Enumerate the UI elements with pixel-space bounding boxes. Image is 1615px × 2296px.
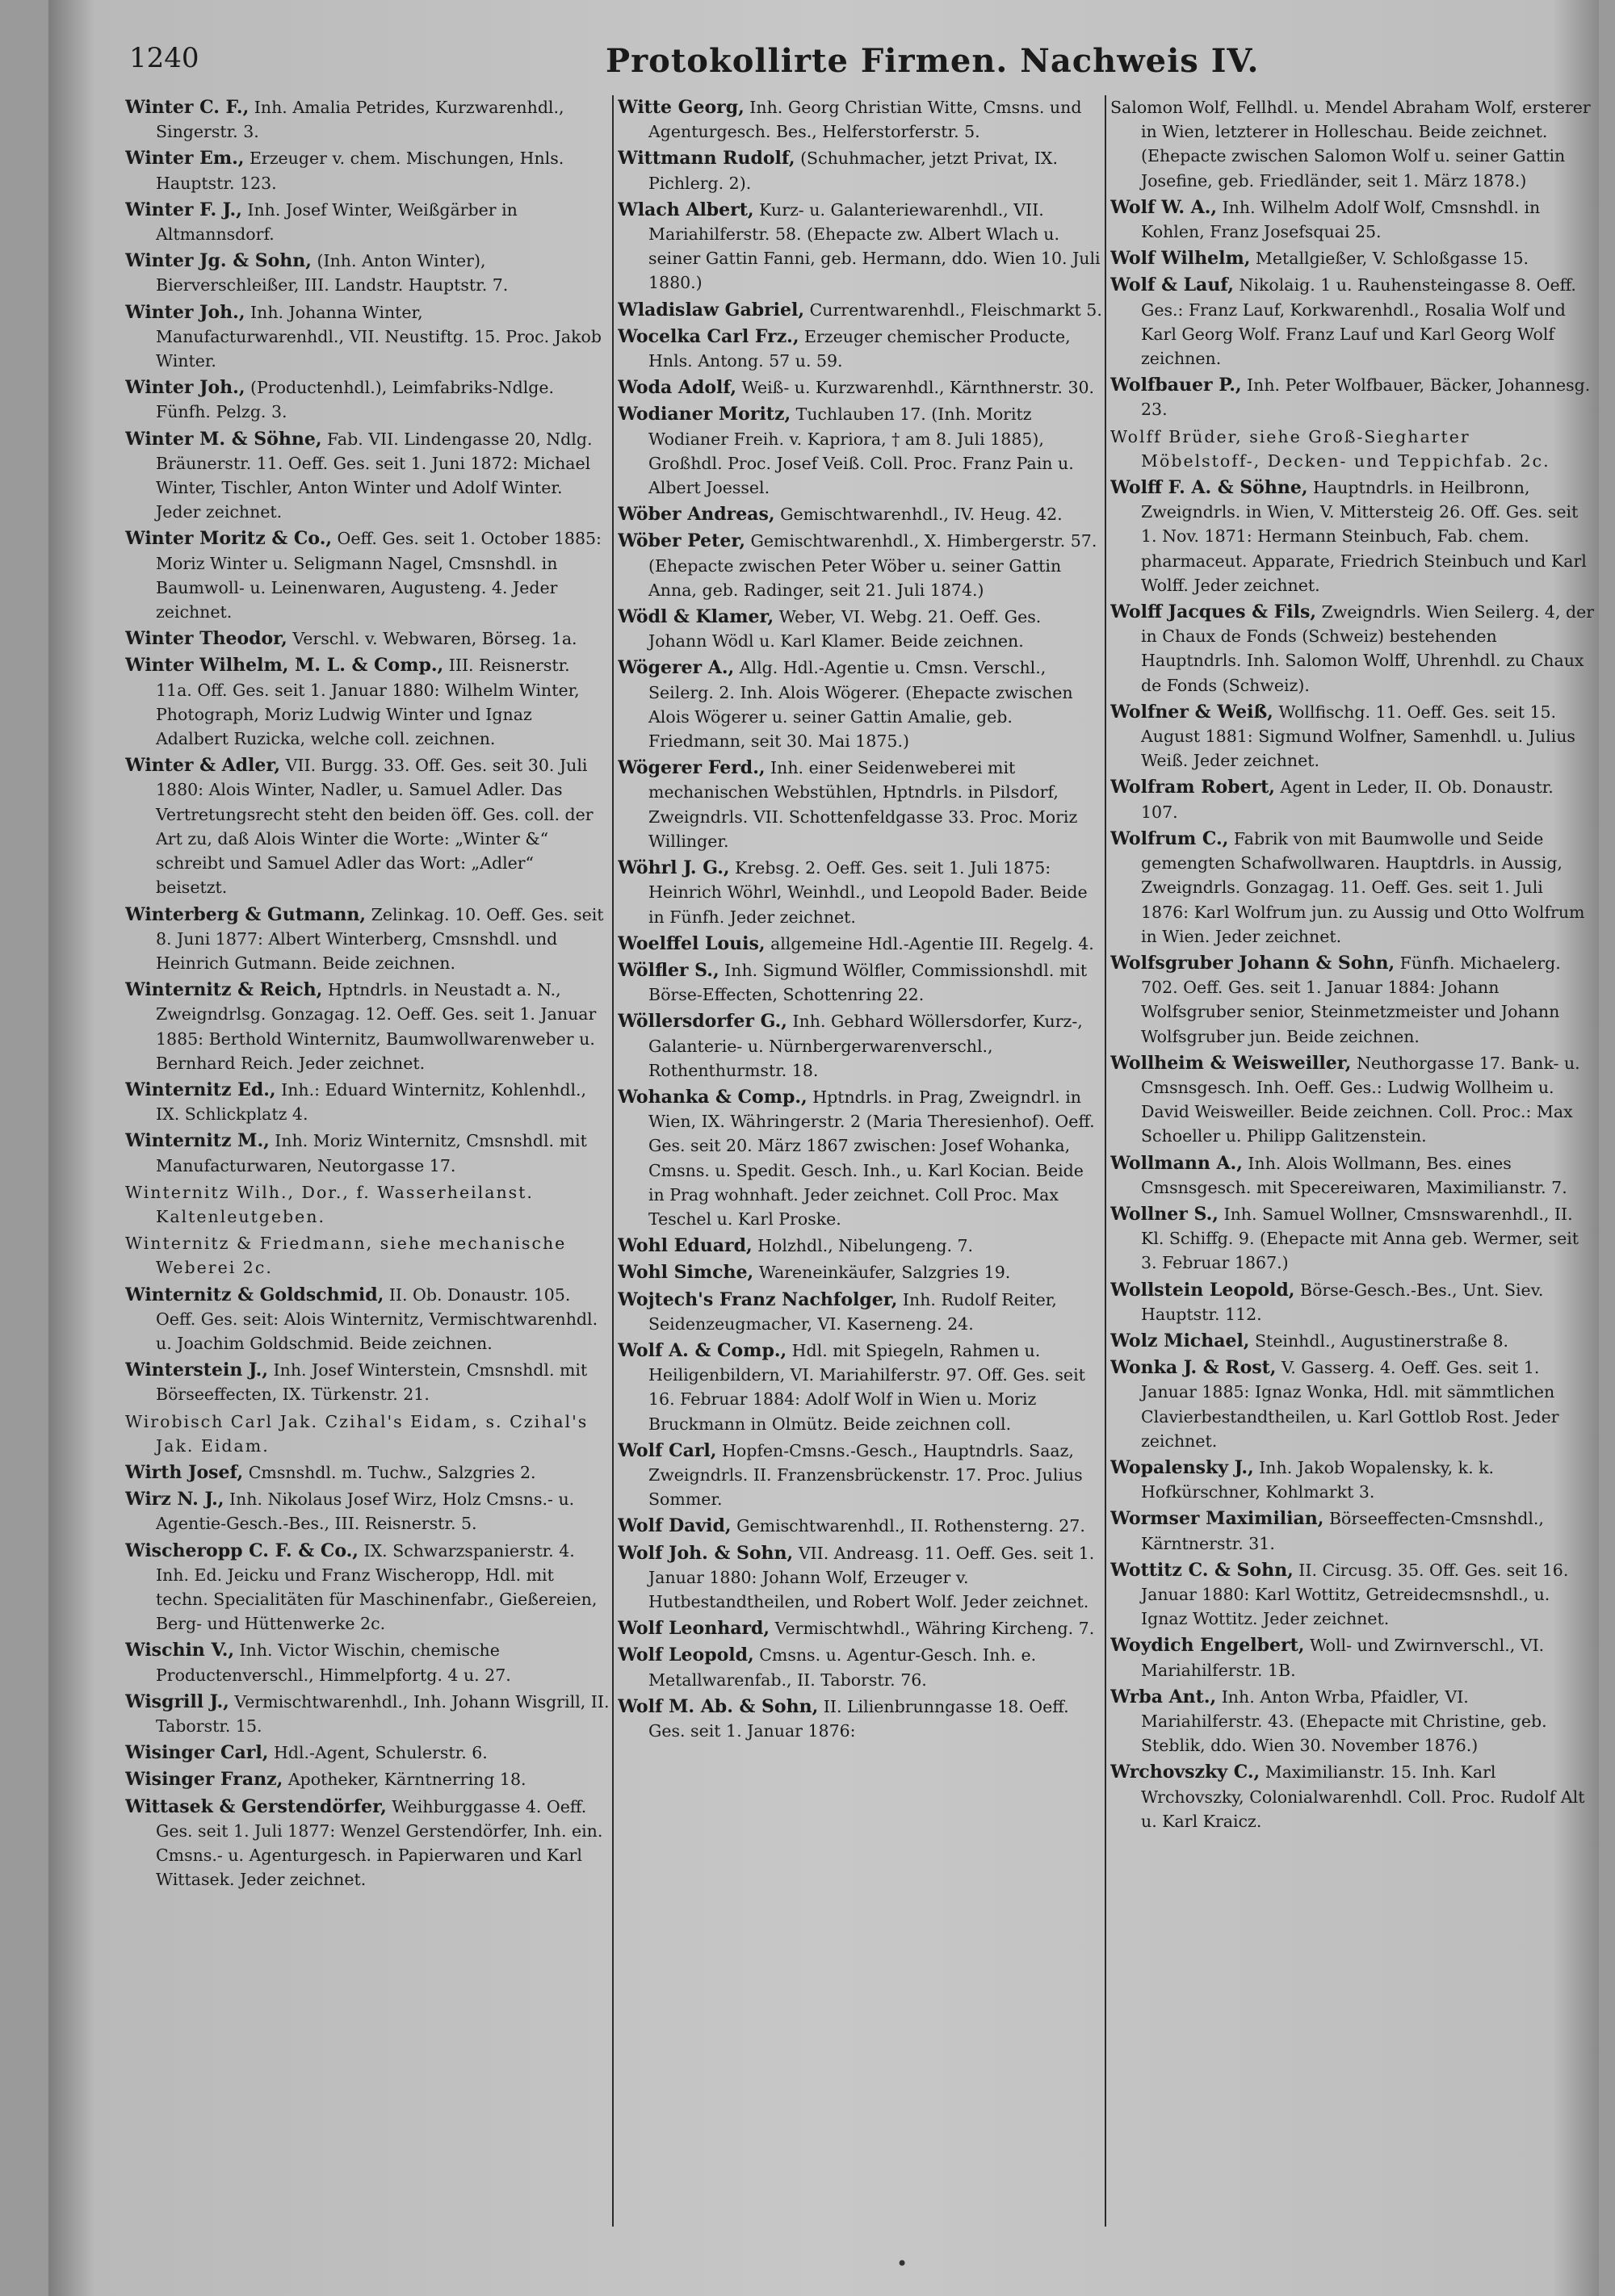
page-number: 1240 [129, 42, 199, 74]
directory-entry [618, 756, 1102, 853]
firm-name: Wolff Brüder, [1110, 426, 1243, 446]
directory-entry [618, 502, 1102, 526]
directory-entry [618, 932, 1102, 956]
firm-details: Hdl. mit Spiegeln, Rahmen u. Heiligenbildern, VI. Mariahilferstr. 97. Off. Ges. seit 16. Februar 1884: Adolf Wolf in Wien u. Moriz Bruckmann in Olmütz. Beide zeichnen coll. [648, 1340, 1085, 1434]
footer-mark: • [896, 2252, 908, 2275]
firm-name: Wögerer Ferd., [618, 757, 766, 779]
firm-name: Wopalensky J., [1110, 1456, 1254, 1478]
directory-entry [1110, 951, 1595, 1049]
directory-entry [125, 95, 610, 144]
firm-name: Wrba Ant., [1110, 1686, 1217, 1707]
directory-entry [618, 402, 1102, 500]
firm-name: Wöllersdorfer G., [618, 1011, 787, 1033]
firm-name: Winterstein J., [125, 1360, 268, 1381]
directory-entry [125, 1129, 610, 1177]
firm-details: Agent in Leder, II. Ob. Donaustr. 107. [1141, 777, 1554, 822]
firm-details: II. Ob. Donaustr. 105. Oeff. Ges. seit: Alois Winternitz, Vermischtwarenhdl. u. Joachim Goldschmid. Beide zeichnen. [156, 1284, 598, 1353]
directory-entry [1110, 1202, 1595, 1276]
firm-details: Hptndrls. in Prag, Zweigndrl. in Wien, IX. Währingerstr. 2 (Maria Theresienhof). Oeff. Ges. seit 20. März 1867 zwischen: Josef Wohanka, Cmsns. u. Spedit. Gesch. Inh., u. Karl Kocian. Beide in Prag wohnhaft. Jeder zeichnet. Coll Proc. Max Teschel u. Karl Proske. [648, 1087, 1095, 1229]
directory-entry [618, 856, 1102, 929]
directory-entry [618, 1616, 1102, 1640]
firm-details: Inh. Josef Winterstein, Cmsnshdl. mit Börseeffecten, IX. Türkenstr. 21. [156, 1360, 588, 1405]
directory-entry [125, 626, 610, 651]
directory-entry [1110, 1329, 1595, 1353]
firm-name: Wöber Peter, [618, 530, 745, 552]
directory-entry [125, 146, 610, 195]
directory-entry [1110, 1633, 1595, 1682]
firm-details: Hptndrls. in Neustadt a. N., Zweigndrlsg. Gonzagag. 12. Oeff. Ges. seit 1. Januar 1885: Berthold Winternitz, Baumwollwarenweber u. Bernhard Reich. Jeder zeichnet. [156, 980, 597, 1073]
firm-name: Wirth Josef, [125, 1461, 244, 1483]
firm-name: Wormser Maximilian, [1110, 1508, 1324, 1530]
firm-name: Wolz Michael, [1110, 1330, 1250, 1351]
firm-name: Winter C. F., [125, 97, 250, 118]
firm-details: Inh. Jakob Wopalensky, k. k. Hofkürschner, Kohlmarkt 3. [1141, 1457, 1495, 1502]
firm-details: Holzhdl., Nibelungeng. 7. [757, 1236, 974, 1256]
firm-name: Wolf Leopold, [618, 1644, 754, 1666]
directory-entry [125, 1358, 610, 1406]
firm-name: Wonka J. & Rost, [1110, 1357, 1277, 1379]
directory-entry [1110, 827, 1595, 949]
firm-details: Hopfen-Cmsns.-Gesch., Hauptndrls. Saaz, Zweigndrls. II. Franzensbrückenstr. 17. Proc. Julius Sommer. [648, 1440, 1083, 1510]
running-title: Protokollirte Firmen. Nachweis IV. [606, 42, 1260, 80]
firm-details: Inh. Alois Wollmann, Bes. eines Cmsnsgesch. mit Specereiwaren, Maximilianstr. 7. [1141, 1153, 1567, 1197]
directory-entry [125, 526, 610, 624]
firm-name: Wolf M. Ab. & Sohn, [618, 1695, 819, 1717]
firm-details: Wollfischg. 11. Oeff. Ges. seit 15. August 1881: Sigmund Wolfner, Samenhdl. u. Julius Weiß. Jeder zeichnet. [1141, 702, 1575, 771]
directory-entry [125, 1283, 610, 1356]
firm-details: Vermischtwarenhdl., Inh. Johann Wisgrill, II. Taborstr. 15. [156, 1691, 610, 1736]
firm-name: Wlach Albert, [618, 199, 754, 220]
firm-details: Salomon Wolf, Fellhdl. u. Mendel Abraham Wolf, ersterer in Wien, letzterer in Holleschau. Beide zeichnet. (Ehepacte zwischen Salomon Wolf u. seiner Gattin Josefine, geb. Friedländer, seit 1. März 1878.) [1110, 98, 1591, 191]
firm-name: Woydich Engelbert, [1110, 1635, 1305, 1657]
firm-name: Wisinger Carl, [125, 1742, 269, 1764]
firm-name: Wojtech's Franz Nachfolger, [618, 1288, 898, 1310]
firm-name: Wohl Simche, [618, 1262, 754, 1284]
directory-entry [125, 300, 610, 374]
firm-name: Winter Joh., [125, 301, 245, 323]
firm-details: (Productenhdl.), Leimfabriks-Ndlge. Fünfh. Pelzg. 3. [156, 378, 555, 422]
firm-details: Cmsnshdl. m. Tuchw., Salzgries 2. [248, 1462, 536, 1482]
directory-entry [1110, 1685, 1595, 1758]
firm-details: II. Lilienbrunngasse 18. Oeff. Ges. seit 1. Januar 1876: [648, 1696, 1069, 1741]
firm-name: Wölfler S., [618, 959, 719, 981]
directory-entry [618, 375, 1102, 400]
firm-details: siehe Groß-Siegharter Möbelstoff-, Decken- und Teppichfab. 2c. [1141, 426, 1550, 471]
firm-name: Wittasek & Gerstendörfer, [125, 1795, 387, 1817]
firm-details: Weber, VI. Webg. 21. Oeff. Ges. Johann Wödl u. Karl Klamer. Beide zeichnen. [648, 607, 1042, 652]
firm-name: Winter F. J., [125, 199, 242, 220]
directory-entry [125, 249, 610, 297]
firm-name: Wrchovszky C., [1110, 1762, 1261, 1783]
column-divider [1105, 95, 1106, 2227]
firm-name: Wolf Wilhelm, [1110, 248, 1251, 270]
directory-entry [1110, 1278, 1595, 1326]
firm-details: Börse-Gesch.-Bes., Unt. Siev. Hauptstr. 112. [1141, 1280, 1544, 1324]
directory-entry [1110, 1355, 1595, 1453]
firm-details: Inh. Georg Christian Witte, Cmsns. und Agenturgesch. Bes., Helferstorferstr. 5. [648, 98, 1082, 142]
firm-details: Inh. Samuel Wollner, Cmsnswarenhdl., II. Kl. Schiffg. 9. (Ehepacte mit Anna geb. Wermer, seit 3. Februar 1867.) [1141, 1204, 1579, 1273]
directory-entry [125, 1795, 610, 1892]
firm-details: Fünfh. Michaelerg. 702. Oeff. Ges. seit 1. Januar 1884: Johann Wolfsgruber senior, Steinmetzmeister und Johann Wolfsgruber jun. Beide zeichnen. [1141, 953, 1561, 1046]
directory-entry [1110, 1051, 1595, 1149]
directory-entry [618, 1643, 1102, 1691]
column-3 [1110, 95, 1595, 2243]
firm-name: Wolff Jacques & Fils, [1110, 601, 1317, 623]
directory-entry [1110, 373, 1595, 421]
directory-entry [1110, 1558, 1595, 1632]
directory-entry [1110, 273, 1595, 371]
firm-details: Inh. Josef Winter, Weißgärber in Altmannsdorf. [156, 199, 518, 245]
firm-details: Maximilianstr. 15. Inh. Karl Wrchovszky, Colonialwarenhdl. Coll. Proc. Rudolf Alt u. Karl Kraicz. [1141, 1762, 1585, 1831]
firm-name: Winter M. & Söhne, [125, 428, 322, 450]
firm-name: Wolf Leonhard, [618, 1618, 770, 1640]
firm-details: Kurz- u. Galanteriewarenhdl., VII. Mariahilferstr. 58. (Ehepacte zw. Albert Wlach u. seiner Gattin Fanni, geb. Hermann, ddo. Wien 10. Juli 1880.) [648, 199, 1101, 293]
firm-details: Inh. Moriz Winternitz, Cmsnshdl. mit Manufacturwaren, Neutorgasse 17. [156, 1131, 587, 1175]
firm-name: Wolf A. & Comp., [618, 1339, 787, 1361]
firm-name: Wollner S., [1110, 1203, 1219, 1225]
directory-entry [125, 1487, 610, 1536]
directory-entry [125, 1410, 610, 1458]
firm-name: Wittmann Rudolf, [618, 148, 795, 170]
directory-entry [618, 325, 1102, 373]
firm-details: Tuchlauben 17. (Inh. Moritz Wodianer Freih. v. Kapriora, † am 8. Juli 1885), Großhdl. Proc. Josef Veiß. Coll. Proc. Franz Pain u. Albert Joessel. [648, 404, 1074, 498]
directory-entry [618, 1339, 1102, 1436]
directory-entry [618, 1260, 1102, 1284]
firm-name: Wöhrl J. G., [618, 857, 730, 879]
firm-name: Wödl & Klamer, [618, 606, 774, 628]
firm-name: Winternitz & Reich, [125, 979, 323, 1001]
directory-entry [125, 1460, 610, 1485]
firm-details: Inh. Victor Wischin, chemische Productenverschl., Himmelpfortg. 4 u. 27. [156, 1640, 511, 1685]
firm-details: Börseeffecten-Cmsnshdl., Kärntnerstr. 31. [1141, 1509, 1544, 1553]
firm-details: Zelinkag. 10. Oeff. Ges. seit 8. Juni 1877: Albert Winterberg, Cmsnshdl. und Heinrich Gutmann. Beide zeichnen. [156, 904, 604, 973]
firm-details: Gemischtwarenhdl., IV. Heug. 42. [780, 505, 1063, 525]
directory-entry [618, 1009, 1102, 1083]
firm-name: Woda Adolf, [618, 377, 737, 399]
firm-name: Winternitz Wilh., Dor., [125, 1182, 350, 1202]
firm-name: Wollstein Leopold, [1110, 1279, 1295, 1301]
firm-details: Verschl. v. Webwaren, Börseg. 1a. [292, 629, 577, 649]
firm-details: f. Wasserheilanst. Kaltenleutgeben. [156, 1182, 534, 1226]
firm-details: Neuthorgasse 17. Bank- u. Cmsnsgesch. Inh. Oeff. Ges.: Ludwig Wollheim u. David Weisweiller. Beide zeichnen. Coll. Proc.: Max Schoeller u. Philipp Galitzenstein. [1141, 1053, 1580, 1146]
firm-name: Winternitz Ed., [125, 1079, 276, 1100]
firm-name: Winterberg & Gutmann, [125, 903, 367, 925]
directory-entry [125, 978, 610, 1075]
firm-details: Weihburggasse 4. Oeff. Ges. seit 1. Juli 1877: Wenzel Gerstendörfer, Inh. ein. Cmsns.- u. Agenturgesch. in Papierwaren und Karl Wittasek. Jeder zeichnet. [156, 1796, 603, 1890]
firm-details: Oeff. Ges. seit 1. October 1885: Moriz Winter u. Seligmann Nagel, Cmsnshdl. in Baumwoll- u. Leinenwaren, Augusteng. 4. Jeder zeichnet. [156, 529, 602, 622]
firm-name: Wolfrum C., [1110, 827, 1229, 849]
firm-details: Inh. Nikolaus Josef Wirz, Holz Cmsns.- u. Agentie-Gesch.-Bes., III. Reisnerstr. 5. [156, 1489, 575, 1534]
firm-name: Wohl Eduard, [618, 1235, 753, 1257]
directory-entry [618, 146, 1102, 195]
directory-entry [1110, 1506, 1595, 1555]
firm-details: Inh. Wilhelm Adolf Wolf, Cmsnshdl. in Kohlen, Franz Josefsquai 25. [1141, 197, 1541, 242]
firm-details: Steinhdl., Augustinerstraße 8. [1255, 1330, 1509, 1351]
directory-entry [1110, 1456, 1595, 1504]
directory-entry [125, 198, 610, 246]
firm-name: Wladislaw Gabriel, [618, 299, 805, 321]
directory-entry [125, 1767, 610, 1791]
firm-details: (Inh. Anton Winter), Bierverschleißer, III. Landstr. Hauptstr. 7. [156, 251, 509, 295]
directory-entry [618, 605, 1102, 653]
firm-details: Inh. Sigmund Wölfler, Commissionshdl. mit Börse-Effecten, Schottenring 22. [648, 960, 1088, 1005]
firm-name: Winter Wilhelm, M. L. & Comp., [125, 655, 444, 677]
directory-entry [618, 1288, 1102, 1336]
firm-name: Winter Theodor, [125, 628, 287, 650]
firm-details: Inh. Gebhard Wöllersdorfer, Kurz-, Galanterie- u. Nürnbergerwarenverschl., Rothenthurmstr. 18. [648, 1012, 1083, 1080]
firm-name: Winter Em., [125, 148, 245, 170]
directory-entry [125, 653, 610, 751]
firm-details: (Schuhmacher, jetzt Privat, IX. Pichlerg. 2). [648, 149, 1058, 193]
firm-details: V. Gasserg. 4. Oeff. Ges. seit 1. Januar 1885: Ignaz Wonka, Hdl. mit sämmtlichen Clavierbestandtheilen, u. Karl Gottlob Rost. Jeder zeichnet. [1141, 1358, 1559, 1451]
directory-entry [125, 903, 610, 976]
directory-entry [1110, 1151, 1595, 1200]
firm-details: Zweigndrls. Wien Seilerg. 4, der in Chaux de Fonds (Schweiz) bestehenden Hauptndrls. Inh. Salomon Wolff, Uhrenhdl. zu Chaux de Fonds (Schweiz). [1141, 602, 1595, 695]
firm-name: Wisinger Franz, [125, 1769, 283, 1791]
directory-entry [618, 1085, 1102, 1231]
directory-columns [125, 95, 1611, 2243]
firm-name: Winternitz M., [125, 1130, 270, 1152]
firm-details: II. Circusg. 35. Off. Ges. seit 16. Januar 1880: Karl Wottitz, Getreidecmsnshdl., u. Ignaz Wottitz. Jeder zeichnet. [1141, 1560, 1569, 1629]
firm-details: Gemischtwarenhdl., II. Rothensterng. 27. [736, 1516, 1085, 1536]
firm-details: Inh. Rudolf Reiter, Seidenzeugmacher, VI. Kaserneng. 24. [648, 1289, 1057, 1334]
firm-name: Winter Moritz & Co., [125, 528, 333, 550]
directory-entry [1110, 476, 1595, 597]
firm-details: Hdl.-Agent, Schulerstr. 6. [273, 1743, 488, 1763]
firm-name: Woelffel Louis, [618, 932, 766, 954]
firm-details: s. Czihal's Jak. Eidam. [156, 1411, 589, 1456]
firm-details: Erzeuger chemischer Producte, Hnls. Antong. 57 u. 59. [648, 326, 1071, 371]
firm-name: Wischeropp C. F. & Co., [125, 1540, 359, 1561]
directory-entry [125, 1180, 610, 1229]
directory-entry [125, 1741, 610, 1765]
directory-entry [1110, 246, 1595, 270]
firm-details: Apotheker, Kärntnerring 18. [287, 1770, 526, 1790]
firm-name: Wisgrill J., [125, 1691, 229, 1712]
firm-name: Wirz N. J., [125, 1489, 224, 1510]
firm-name: Wottitz C. & Sohn, [1110, 1559, 1294, 1581]
firm-details: Krebsg. 2. Oeff. Ges. seit 1. Juli 1875: Heinrich Wöhrl, Weinhdl., und Leopold Bader. Beide in Fünfh. Jeder zeichnet. [648, 858, 1088, 927]
firm-name: Wolf W. A., [1110, 196, 1218, 218]
firm-name: Wischin V., [125, 1640, 235, 1661]
page-header [129, 42, 1260, 90]
firm-details: Nikolaig. 1 u. Rauhensteingasse 8. Oeff. Ges.: Franz Lauf, Korkwarenhdl., Rosalia Wolf und Karl Georg Wolf. Franz Lauf und Karl Georg Wolf zeichnen. [1141, 275, 1576, 369]
firm-name: Wolfram Robert, [1110, 777, 1275, 798]
directory-entry [618, 1541, 1102, 1615]
directory-entry [125, 1638, 610, 1686]
directory-entry [125, 1078, 610, 1126]
directory-entry [618, 1234, 1102, 1258]
firm-details: IX. Schwarzspanierstr. 4. Inh. Ed. Jeicku und Franz Wischeropp, Hdl. mit techn. Specialitäten für Maschinenfabr., Gießereien, Berg- und Hüttenwerke 2c. [156, 1540, 598, 1634]
firm-name: Wollmann A., [1110, 1152, 1243, 1174]
column-divider [612, 95, 614, 2227]
directory-entry [618, 95, 1102, 144]
directory-entry [125, 427, 610, 525]
firm-details: Allg. Hdl.-Agentie u. Cmsn. Verschl., Seilerg. 2. Inh. Alois Wögerer. (Ehepacte zwischen Alois Wögerer u. seiner Gattin Amalie, geb. Friedmann, seit 30. Mai 1875.) [648, 658, 1073, 752]
firm-details: Wareneinkäufer, Salzgries 19. [758, 1263, 1011, 1283]
firm-details: Inh. Peter Wolfbauer, Bäcker, Johannesg. 23. [1141, 375, 1591, 420]
firm-details: VII. Andreasg. 11. Oeff. Ges. seit 1. Januar 1880: Johann Wolf, Erzeuger v. Hutbestandtheilen, und Robert Wolf. Jeder zeichnet. [648, 1543, 1095, 1611]
firm-details: Inh.: Eduard Winternitz, Kohlenhdl., IX. Schlickplatz 4. [156, 1079, 587, 1125]
firm-name: Winter Jg. & Sohn, [125, 250, 312, 272]
firm-details: Inh. Johanna Winter, Manufacturwarenhdl., VII. Neustiftg. 15. Proc. Jakob Winter. [156, 302, 602, 371]
firm-details: Hauptndrls. in Heilbronn, Zweigndrls. in Wien, V. Mittersteig 26. Off. Ges. seit 1. Nov. 1871: Hermann Steinbuch, Fab. chem. pharmaceut. Apparate, Friedrich Steinbuch und Karl Wolff. Jeder zeichnet. [1141, 478, 1587, 595]
firm-name: Wocelka Carl Frz., [618, 325, 799, 347]
firm-name: Wolf Carl, [618, 1439, 717, 1461]
directory-entry [1110, 195, 1595, 244]
directory-entry [1110, 600, 1595, 698]
firm-details: siehe mechanische Weberei 2c. [156, 1234, 567, 1278]
directory-entry [125, 753, 610, 899]
directory-entry [618, 1695, 1102, 1743]
firm-name: Wollheim & Weisweiller, [1110, 1052, 1352, 1074]
firm-details: Cmsns. u. Agentur-Gesch. Inh. e. Metallwarenfab., II. Taborstr. 76. [648, 1645, 1037, 1690]
firm-details: Weiß- u. Kurzwarenhdl., Kärnthnerstr. 30. [741, 378, 1095, 398]
directory-entry [125, 1231, 610, 1280]
firm-name: Winter Joh., [125, 377, 245, 399]
firm-name: Winternitz & Goldschmid, [125, 1284, 384, 1305]
directory-entry [125, 1690, 610, 1738]
firm-details: Woll- und Zwirnverschl., VI. Mariahilferstr. 1B. [1141, 1636, 1545, 1680]
firm-details: Fab. VII. Lindengasse 20, Ndlg. Bräunerstr. 11. Oeff. Ges. seit 1. Juni 1872: Michael Winter, Tischler, Anton Winter und Adolf Winter. Jeder zeichnet. [156, 429, 593, 522]
firm-name: Wolf & Lauf, [1110, 274, 1234, 296]
firm-details: Currentwarenhdl., Fleischmarkt 5. [809, 300, 1102, 320]
firm-name: Wolf David, [618, 1515, 732, 1537]
directory-entry [618, 529, 1102, 602]
firm-name: Winternitz & Friedmann, [125, 1234, 374, 1254]
directory-entry [1110, 775, 1595, 823]
directory-entry [618, 656, 1102, 753]
column-1 [125, 95, 610, 2243]
directory-entry [125, 1539, 610, 1636]
directory-entry [1110, 95, 1595, 193]
firm-name: Wohanka & Comp., [618, 1086, 808, 1108]
firm-name: Wolfsgruber Johann & Sohn, [1110, 952, 1395, 974]
directory-entry [1110, 425, 1595, 473]
firm-name: Wolfner & Weiß, [1110, 701, 1273, 723]
directory-entry [618, 198, 1102, 295]
firm-details: allgemeine Hdl.-Agentie III. Regelg. 4. [770, 933, 1094, 953]
directory-entry [1110, 700, 1595, 773]
directory-entry [618, 1514, 1102, 1538]
firm-name: Wöber Andreas, [618, 504, 775, 526]
firm-details: Erzeuger v. chem. Mischungen, Hnls. Hauptstr. 123. [156, 149, 564, 193]
firm-name: Wolfbauer P., [1110, 375, 1242, 396]
firm-details: Inh. Anton Wrba, Pfaidler, VI. Mariahilferstr. 43. (Ehepacte mit Christine, geb. Steblik, ddo. Wien 30. November 1876.) [1141, 1686, 1547, 1756]
page [48, 0, 1599, 2296]
firm-name: Wodianer Moritz, [618, 404, 791, 425]
firm-details: Vermischtwhdl., Währing Kircheng. 7. [774, 1619, 1095, 1639]
directory-entry [125, 375, 610, 424]
firm-details: VII. Burgg. 33. Off. Ges. seit 30. Juli 1880: Alois Winter, Nadler, u. Samuel Adler. Das Vertretungsrecht steht den beiden öff. Ges. coll. der Art zu, daß Alois Winter die Worte: „Winter &“ schreibt und Samuel Adler das Wort: „Adler“ beisetzt. [156, 756, 594, 898]
firm-name: Wolf Joh. & Sohn, [618, 1542, 794, 1564]
directory-entry [618, 1439, 1102, 1512]
directory-entry [618, 298, 1102, 322]
firm-details: Gemischtwarenhdl., X. Himbergerstr. 57. (Ehepacte zwischen Peter Wöber u. seiner Gattin Anna, geb. Radinger, seit 21. Juli 1874.) [648, 531, 1097, 600]
firm-name: Wögerer A., [618, 657, 735, 679]
firm-details: Inh. einer Seidenweberei mit mechanischen Webstühlen, Hptndrls. in Pilsdorf, Zweigndrls. VII. Schottenfeldgasse 33. Proc. Moriz Willinger. [648, 758, 1078, 851]
firm-details: Inh. Amalia Petrides, Kurzwarenhdl., Singerstr. 3. [156, 98, 564, 142]
firm-name: Witte Georg, [618, 97, 745, 118]
firm-name: Wirobisch Carl Jak. Czihal's Eidam, [125, 1411, 479, 1431]
firm-name: Winter & Adler, [125, 755, 281, 777]
directory-entry [1110, 1760, 1595, 1833]
firm-details: III. Reisnerstr. 11a. Off. Ges. seit 1. Januar 1880: Wilhelm Winter, Photograph, Moriz Ludwig Winter und Ignaz Adalbert Ruzicka, welche coll. zeichnen. [156, 656, 580, 749]
firm-name: Wolff F. A. & Söhne, [1110, 477, 1308, 499]
directory-entry [618, 958, 1102, 1007]
firm-details: Fabrik von mit Baumwolle und Seide gemengten Schafwollwaren. Hauptdrls. in Aussig, Zweigndrls. Gonzagag. 11. Oeff. Ges. seit 1. Juli 1876: Karl Wolfrum jun. zu Aussig und Otto Wolfrum in Wien. Jeder zeichnet. [1141, 828, 1585, 946]
firm-details: Metallgießer, V. Schloßgasse 15. [1255, 249, 1529, 269]
column-2 [618, 95, 1102, 2243]
